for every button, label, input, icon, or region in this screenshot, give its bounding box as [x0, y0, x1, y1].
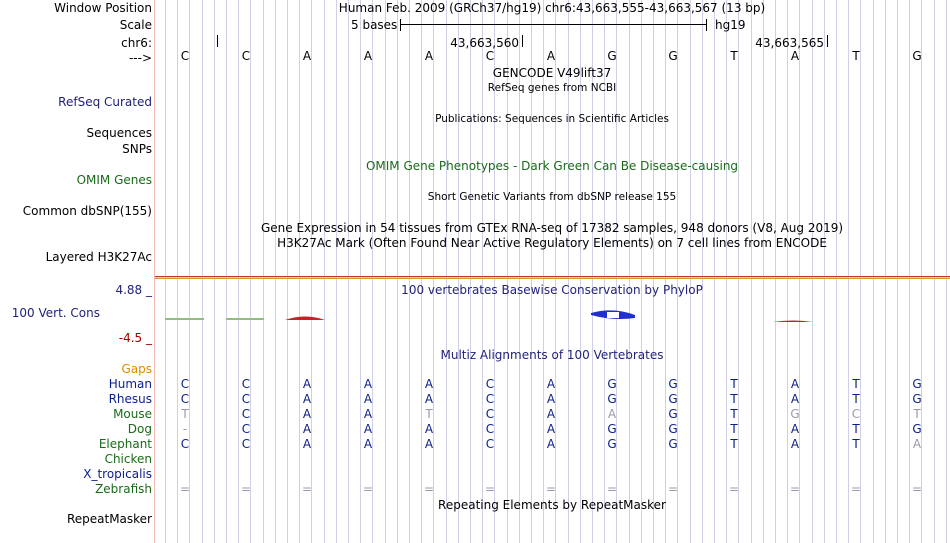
- refseq-track-subtitle: RefSeq genes from NCBI: [487, 82, 617, 94]
- repeatmasker-track-title[interactable]: Repeating Elements by RepeatMasker: [438, 498, 666, 512]
- aligned-base: C: [241, 407, 251, 421]
- aligned-base: C: [485, 377, 495, 391]
- aligned-base: A: [302, 377, 312, 391]
- aligned-base: =: [240, 482, 252, 496]
- ruler-base: C: [485, 49, 495, 63]
- snps-label[interactable]: SNPs: [122, 142, 152, 156]
- common-dbsnp-label[interactable]: Common dbSNP(155): [22, 204, 152, 218]
- aligned-base: C: [485, 407, 495, 421]
- ruler-base: A: [363, 49, 373, 63]
- aligned-base: C: [180, 437, 190, 451]
- aligned-base: -: [182, 422, 188, 436]
- species-label-zebrafish[interactable]: Zebrafish: [95, 482, 152, 496]
- ruler-base: A: [424, 49, 434, 63]
- species-label-elephant[interactable]: Elephant: [98, 437, 152, 451]
- alignment-row-rhesus: [0, 392, 950, 406]
- aligned-base: =: [850, 482, 862, 496]
- alignment-row-x_tropicalis: [0, 467, 950, 481]
- repeatmasker-label[interactable]: RepeatMasker: [66, 512, 152, 526]
- ruler-base: C: [241, 49, 251, 63]
- aligned-base: A: [546, 392, 556, 406]
- ruler-base: A: [546, 49, 556, 63]
- window-position-value[interactable]: Human Feb. 2009 (GRCh37/hg19) chr6:43,663,555-43,663,567 (13 bp): [338, 1, 766, 15]
- aligned-base: T: [425, 407, 433, 421]
- layered-h3k27ac-label[interactable]: Layered H3K27Ac: [45, 250, 152, 264]
- scale-assembly: hg19: [715, 18, 746, 32]
- aligned-base: G: [668, 437, 678, 451]
- ruler-base: A: [302, 49, 312, 63]
- aligned-base: =: [667, 482, 679, 496]
- ruler-base: G: [668, 49, 678, 63]
- chrom-label: chr6:: [121, 36, 152, 50]
- ruler-tick: [522, 35, 523, 47]
- aligned-base: G: [668, 377, 678, 391]
- publications-track-title[interactable]: Publications: Sequences in Scientific Articles: [435, 113, 669, 125]
- ruler-base: T: [730, 49, 738, 63]
- aligned-base: A: [363, 407, 373, 421]
- ruler-bases-row: [0, 49, 950, 63]
- species-label-rhesus[interactable]: Rhesus: [108, 392, 152, 406]
- phylop-max-label: 4.88 _: [115, 283, 152, 297]
- aligned-base: A: [424, 392, 434, 406]
- aligned-base: G: [668, 422, 678, 436]
- sequences-label[interactable]: Sequences: [86, 126, 152, 140]
- omim-genes-label[interactable]: OMIM Genes: [76, 173, 152, 187]
- aligned-base: A: [546, 407, 556, 421]
- aligned-base: =: [789, 482, 801, 496]
- strand-arrow-label: --->: [128, 51, 152, 65]
- aligned-base: C: [180, 392, 190, 406]
- aligned-base: T: [852, 422, 860, 436]
- alignment-row-zebrafish: [0, 482, 950, 496]
- phylop-graph: [155, 305, 950, 325]
- track-separator: [155, 276, 950, 279]
- ruler-base: T: [852, 49, 860, 63]
- species-label-x_tropicalis[interactable]: X_tropicalis: [83, 467, 152, 481]
- species-label-human[interactable]: Human: [108, 377, 152, 391]
- aligned-base: T: [913, 407, 921, 421]
- window-position-label: Window Position: [54, 1, 152, 15]
- aligned-base: G: [912, 377, 922, 391]
- aligned-base: A: [424, 437, 434, 451]
- aligned-base: G: [668, 392, 678, 406]
- vert-cons-label[interactable]: 100 Vert. Cons: [11, 306, 100, 320]
- alignment-row-chicken: [0, 452, 950, 466]
- ruler-tick: [827, 35, 828, 47]
- aligned-base: =: [606, 482, 618, 496]
- aligned-base: A: [607, 407, 617, 421]
- aligned-base: T: [730, 437, 738, 451]
- alignment-row-mouse: [0, 407, 950, 421]
- aligned-base: C: [851, 407, 861, 421]
- coord-label-1: 43,663,560: [450, 36, 519, 50]
- ruler-base: C: [180, 49, 190, 63]
- aligned-base: A: [790, 437, 800, 451]
- aligned-base: A: [363, 437, 373, 451]
- aligned-base: C: [241, 437, 251, 451]
- aligned-base: A: [302, 392, 312, 406]
- alignment-row-elephant: [0, 437, 950, 451]
- aligned-base: A: [546, 377, 556, 391]
- species-label-mouse[interactable]: Mouse: [113, 407, 152, 421]
- h3k27ac-track-title[interactable]: H3K27Ac Mark (Often Found Near Active Regulatory Elements) on 7 cell lines from ENCODE: [277, 236, 827, 250]
- aligned-base: =: [728, 482, 740, 496]
- aligned-base: C: [241, 422, 251, 436]
- alignment-row-dog: [0, 422, 950, 436]
- aligned-base: C: [485, 392, 495, 406]
- aligned-base: A: [363, 422, 373, 436]
- aligned-base: G: [668, 407, 678, 421]
- aligned-base: T: [730, 407, 738, 421]
- aligned-base: C: [241, 392, 251, 406]
- aligned-base: =: [362, 482, 374, 496]
- coord-label-2: 43,663,565: [755, 36, 824, 50]
- aligned-base: =: [179, 482, 191, 496]
- aligned-base: G: [607, 392, 617, 406]
- ruler-base: G: [607, 49, 617, 63]
- aligned-base: T: [852, 377, 860, 391]
- aligned-base: T: [852, 437, 860, 451]
- aligned-base: A: [424, 377, 434, 391]
- dbsnp-track-title[interactable]: Short Genetic Variants from dbSNP release 155: [427, 191, 677, 203]
- aligned-base: T: [730, 422, 738, 436]
- aligned-base: A: [424, 422, 434, 436]
- aligned-base: G: [607, 437, 617, 451]
- aligned-base: A: [546, 422, 556, 436]
- refseq-curated-label[interactable]: RefSeq Curated: [58, 95, 152, 109]
- aligned-base: C: [485, 422, 495, 436]
- phylop-track-title[interactable]: 100 vertebrates Basewise Conservation by PhyloP: [401, 283, 703, 297]
- aligned-base: =: [484, 482, 496, 496]
- aligned-base: G: [912, 392, 922, 406]
- aligned-base: A: [790, 422, 800, 436]
- aligned-base: T: [181, 407, 189, 421]
- gaps-label: Gaps: [121, 362, 152, 376]
- scale-value: 5 bases: [351, 18, 398, 32]
- aligned-base: T: [852, 392, 860, 406]
- multiz-track-title[interactable]: Multiz Alignments of 100 Vertebrates: [440, 348, 664, 362]
- aligned-base: =: [301, 482, 313, 496]
- aligned-base: T: [730, 392, 738, 406]
- aligned-base: G: [607, 422, 617, 436]
- aligned-base: A: [790, 377, 800, 391]
- aligned-base: G: [607, 377, 617, 391]
- aligned-base: =: [423, 482, 435, 496]
- aligned-base: A: [790, 392, 800, 406]
- aligned-base: T: [730, 377, 738, 391]
- ruler-base: A: [790, 49, 800, 63]
- alignment-row-human: [0, 377, 950, 391]
- aligned-base: C: [485, 437, 495, 451]
- aligned-base: =: [545, 482, 557, 496]
- aligned-base: A: [302, 422, 312, 436]
- aligned-base: C: [180, 377, 190, 391]
- aligned-base: G: [790, 407, 800, 421]
- species-label-dog[interactable]: Dog: [127, 422, 152, 436]
- ruler-base: G: [912, 49, 922, 63]
- ruler-tick: [217, 35, 218, 47]
- aligned-base: A: [546, 437, 556, 451]
- species-label-chicken[interactable]: Chicken: [104, 452, 152, 466]
- aligned-base: A: [302, 407, 312, 421]
- scale-bar: [400, 18, 707, 31]
- aligned-base: A: [302, 437, 312, 451]
- aligned-base: A: [912, 437, 922, 451]
- omim-track-title[interactable]: OMIM Gene Phenotypes - Dark Green Can Be Disease-causing: [365, 159, 739, 173]
- scale-label: Scale: [119, 18, 152, 32]
- gtex-track-title[interactable]: Gene Expression in 54 tissues from GTEx RNA-seq of 17382 samples, 948 donors (V8, Aug 2019): [260, 221, 844, 235]
- aligned-base: G: [912, 422, 922, 436]
- aligned-base: A: [363, 377, 373, 391]
- gencode-track-title[interactable]: GENCODE V49lift37: [492, 66, 612, 80]
- phylop-min-label: -4.5 _: [118, 331, 152, 345]
- aligned-base: C: [241, 377, 251, 391]
- aligned-base: =: [911, 482, 923, 496]
- aligned-base: A: [363, 392, 373, 406]
